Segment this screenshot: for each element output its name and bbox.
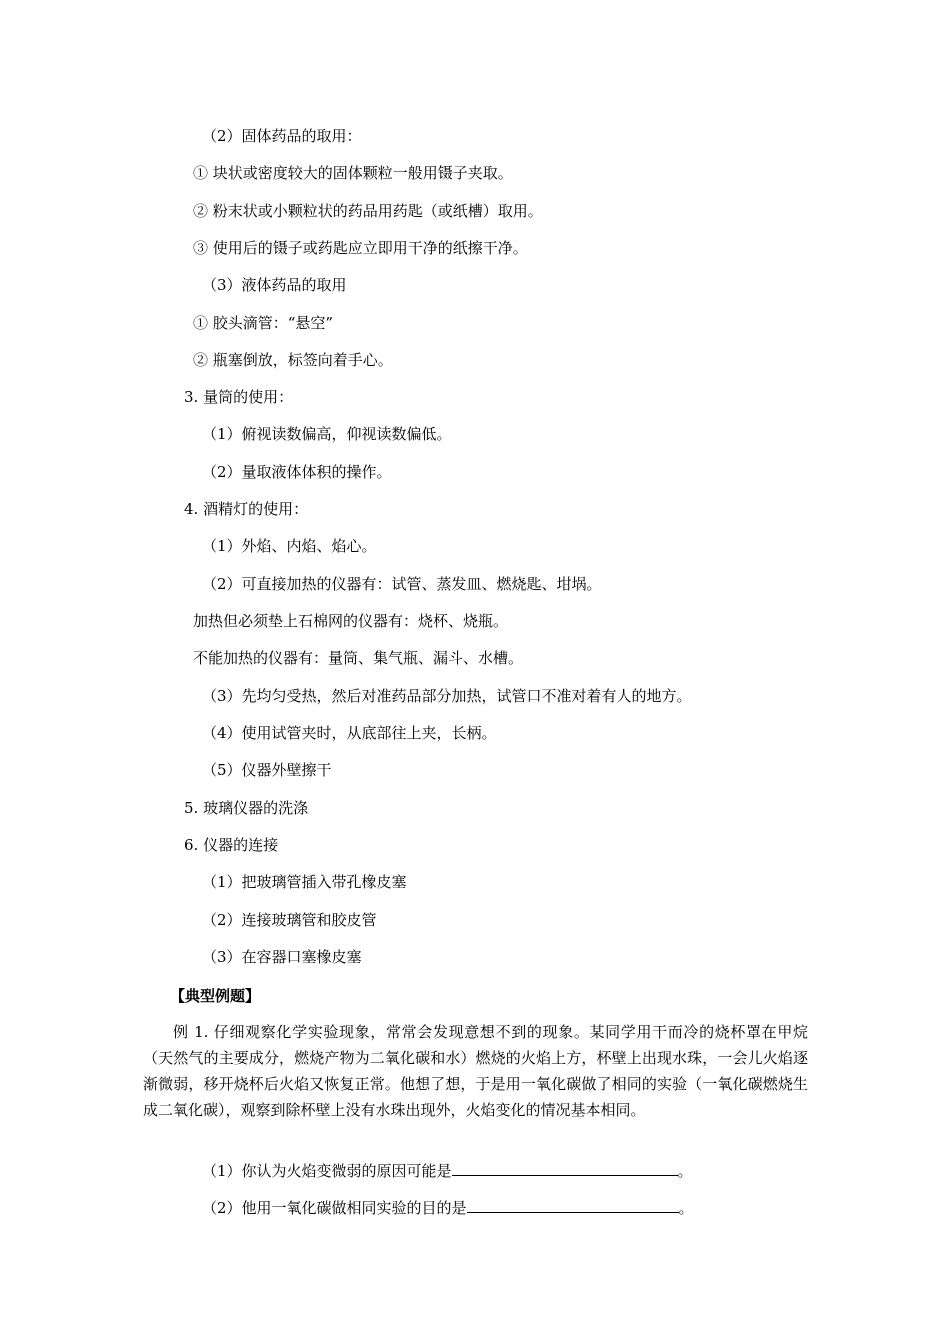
list-item: （2）可直接加热的仪器有：试管、蒸发皿、燃烧匙、坩埚。 — [202, 575, 602, 593]
section-alcohol-lamp: 4. 酒精灯的使用： — [184, 500, 309, 518]
example-1-text: 例 1. 仔细观察化学实验现象，常常会发现意想不到的现象。某同学用干而冷的烧杯罩在甲烷（天然气的主要成分，燃烧产物为二氧化碳和水）燃烧的火焰上方，杯壁上出现水珠，一会儿火焰逐渐微弱，移开烧杯后火焰又恢复正常。他想了想，于是用一氧化碳做了相同的实验（一氧化碳燃烧生成二氧化碳），观察到除杯壁上没有水珠出现外，火焰变化的情况基本相同。 — [143, 1023, 808, 1119]
section-apparatus-connection: 6. 仪器的连接 — [184, 836, 279, 854]
list-item: （1）俯视读数偏高，仰视读数偏低。 — [202, 425, 452, 443]
question-1-text: （1）你认为火焰变微弱的原因可能是 — [202, 1162, 452, 1180]
question-2-answer-blank[interactable] — [467, 1198, 679, 1213]
section-graduated-cylinder: 3. 量筒的使用： — [184, 388, 294, 406]
list-item: ① 块状或密度较大的固体颗粒一般用镊子夹取。 — [193, 164, 513, 182]
section-glassware-washing: 5. 玻璃仪器的洗涤 — [184, 799, 309, 817]
question-1 — [202, 1161, 693, 1181]
list-item: ③ 使用后的镊子或药匙应立即用干净的纸擦干净。 — [193, 239, 528, 257]
list-item: （2）量取液体体积的操作。 — [202, 463, 392, 481]
list-item: （1）把玻璃管插入带孔橡皮塞 — [202, 873, 407, 891]
list-item: ① 胶头滴管：“悬空” — [193, 314, 334, 332]
subsection-liquid-reagents: （3）液体药品的取用 — [202, 276, 347, 294]
list-item: 加热但必须垫上石棉网的仪器有：烧杯、烧瓶。 — [193, 612, 509, 630]
question-1-end: 。 — [677, 1162, 693, 1180]
question-2-end: 。 — [678, 1199, 694, 1217]
list-item: ② 瓶塞倒放，标签向着手心。 — [193, 351, 393, 369]
question-1-answer-blank[interactable] — [452, 1161, 678, 1176]
question-2-text: （2）他用一氧化碳做相同实验的目的是 — [202, 1199, 467, 1217]
question-2 — [202, 1198, 694, 1218]
list-item: 不能加热的仪器有：量筒、集气瓶、漏斗、水槽。 — [193, 649, 524, 667]
list-item: （3）在容器口塞橡皮塞 — [202, 948, 362, 966]
list-item: （4）使用试管夹时，从底部往上夹，长柄。 — [202, 724, 497, 742]
subsection-solid-reagents: （2）固体药品的取用： — [202, 127, 362, 145]
typical-examples-heading: 【典型例题】 — [170, 987, 261, 1005]
list-item: ② 粉末状或小颗粒状的药品用药匙（或纸槽）取用。 — [193, 202, 543, 220]
list-item: （1）外焰、内焰、焰心。 — [202, 537, 377, 555]
list-item: （2）连接玻璃管和胶皮管 — [202, 911, 377, 929]
list-item: （5）仪器外壁擦干 — [202, 761, 332, 779]
list-item: （3）先均匀受热，然后对准药品部分加热，试管口不准对着有人的地方。 — [202, 687, 692, 705]
example-1-paragraph — [143, 1019, 808, 1123]
